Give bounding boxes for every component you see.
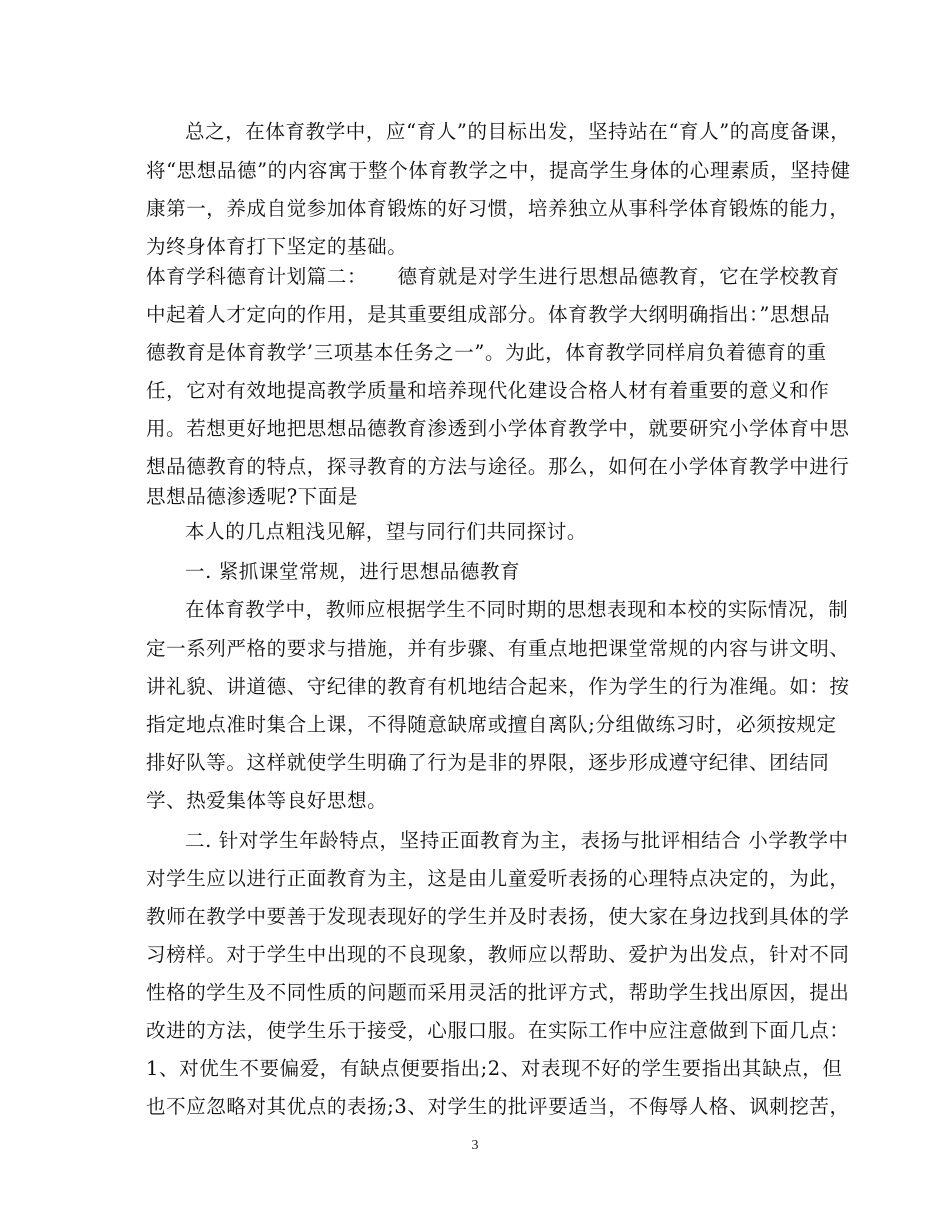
text-line: 为终身体育打下坚定的基础。 (146, 235, 408, 258)
text-line: 习榜样。对于学生中出现的不良现象，教师应以帮助、爱护为出发点，针对不同 (146, 943, 850, 966)
text-line: 排好队等。这样就使学生明确了行为是非的界限，逐步形成遵守纪律、团结同 (146, 751, 830, 774)
page-number: 3 (471, 1138, 479, 1153)
text-line: 1、对优生不要偏爱，有缺点便要指出;2、对表现不好的学生要指出其缺点，但 (146, 1057, 843, 1080)
text-line: 也不应忽略对其优点的表扬;3、对学生的批评要适当，不侮辱人格、讽刺挖苦， (146, 1095, 850, 1118)
text-line: 体育学科德育计划篇二： 德育就是对学生进行思想品德教育，它在学校教育 (146, 265, 840, 288)
text-line: 在体育教学中，教师应根据学生不同时期的思想表现和本校的实际情况，制 (185, 598, 849, 621)
text-line: 用。若想更好地把思想品德教育渗透到小学体育教学中，就要研究小学体育中思 (146, 417, 850, 440)
text-line: 总之，在体育教学中，应“育人”的目标出发，坚持站在“育人”的高度备课， (185, 120, 851, 143)
text-line: 改进的方法，使学生乐于接受，心服口服。在实际工作中应注意做到下面几点： (146, 1019, 850, 1042)
text-line: 想品德教育的特点，探寻教育的方法与途径。那么，如何在小学体育教学中进行 (146, 455, 850, 478)
text-line: 将“思想品德”的内容寓于整个体育教学之中，提高学生身体的心理素质，坚持健 (146, 159, 851, 182)
text-line: 思想品德渗透呢?下面是 (146, 485, 359, 508)
text-line: 中起着人才定向的作用，是其重要组成部分。体育教学大纲明确指出：”思想品 (146, 303, 831, 326)
text-line: 康第一，养成自觉参加体育锻炼的好习惯，培养独立从事科学体育锻炼的能力， (146, 197, 850, 220)
section-heading: 二. 针对学生年龄特点，坚持正面教育为主，表扬与批评相结合 小学教学中 (185, 829, 849, 852)
text-line: 性格的学生及不同性质的问题而采用灵活的批评方式，帮助学生找出原因，提出 (146, 981, 850, 1004)
text-line: 德教育是体育教学’三项基本任务之一”。为此，体育教学同样肩负着德育的重 (146, 341, 827, 364)
text-line: 指定地点准时集合上课，不得随意缺席或擅自离队;分组做练习时，必须按规定 (146, 713, 837, 736)
text-line: 讲礼貌、讲道德、守纪律的教育有机地结合起来，作为学生的行为准绳。如：按 (146, 675, 850, 698)
text-line: 对学生应以进行正面教育为主，这是由儿童爱听表扬的心理特点决定的，为此， (146, 867, 850, 890)
text-line: 任，它对有效地提高教学质量和培养现代化建设合格人材有着重要的意义和作 (146, 379, 830, 402)
text-line: 学、热爱集体等良好思想。 (146, 789, 388, 812)
text-line: 本人的几点粗浅见解，望与同行们共同探讨。 (185, 520, 588, 543)
text-line: 教师在教学中要善于发现表现好的学生并及时表扬，使大家在身边找到具体的学 (146, 905, 850, 928)
text-line: 定一系列严格的要求与措施，并有步骤、有重点地把课堂常规的内容与讲文明、 (146, 637, 850, 660)
section-heading: 一. 紧抓课堂常规，进行思想品德教育 (185, 560, 521, 583)
